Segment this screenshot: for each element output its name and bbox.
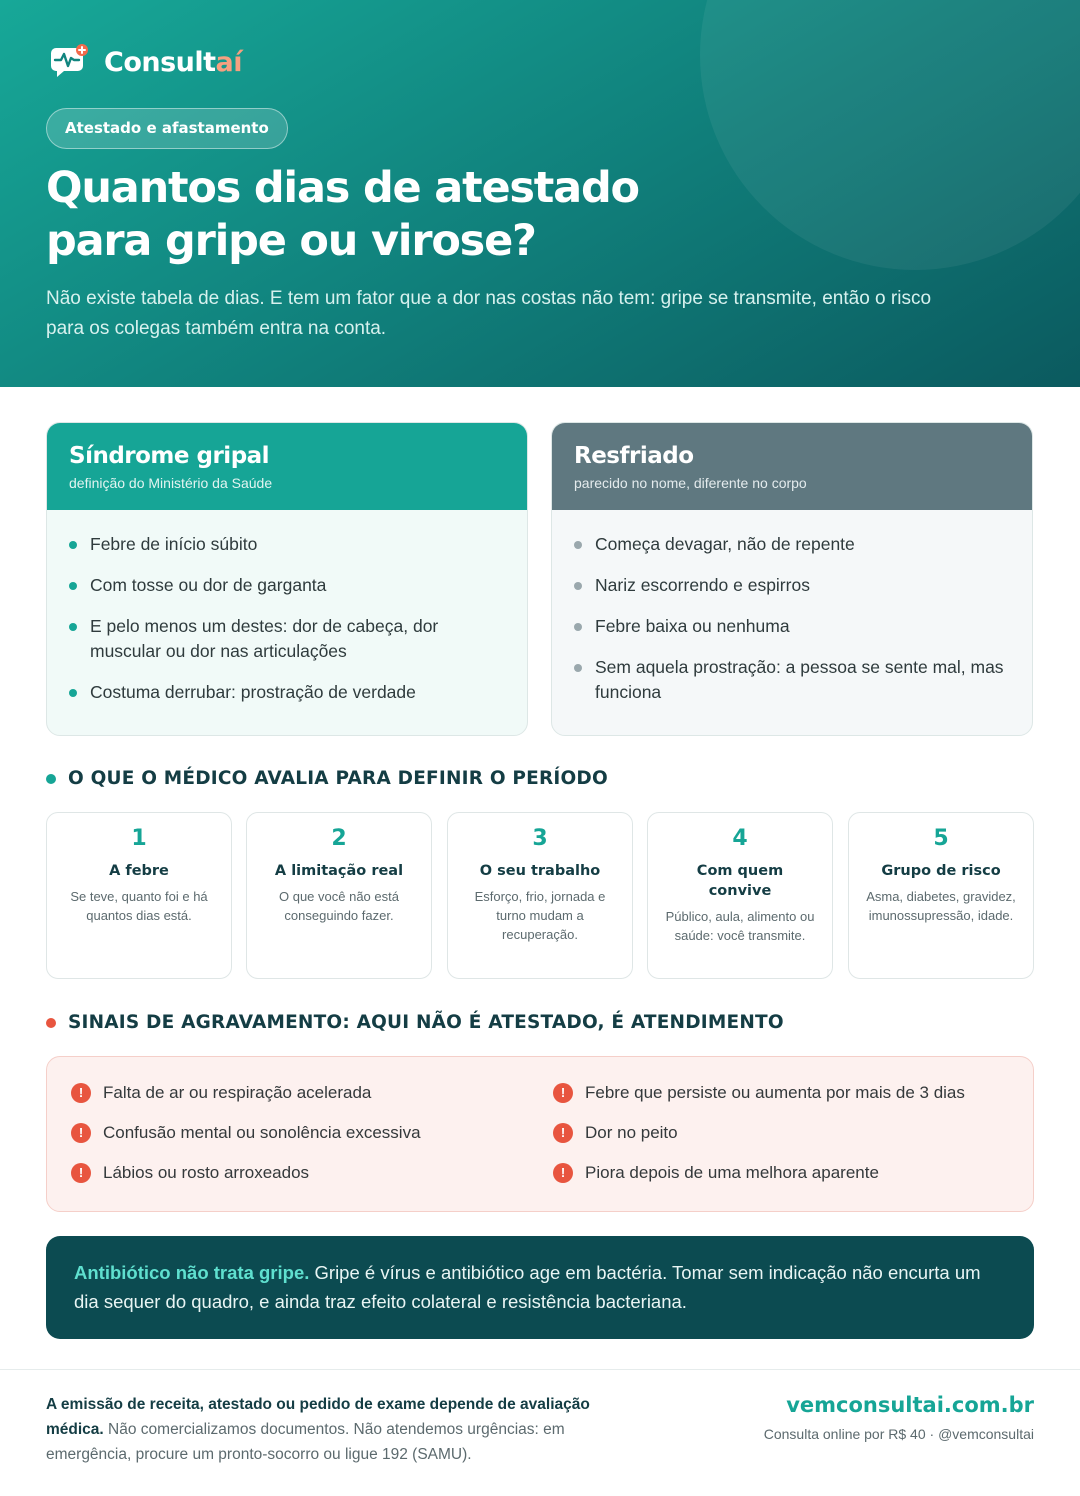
factor-number: 3 — [532, 826, 548, 851]
list-item-text: Com tosse ou dor de garganta — [90, 575, 327, 595]
exclamation-circle-icon: ! — [71, 1163, 91, 1183]
warning-signs-box — [46, 1056, 1034, 1212]
list-item — [574, 655, 1010, 705]
brand — [50, 44, 242, 80]
page-title — [46, 162, 766, 268]
card-header — [552, 423, 1032, 510]
warning-text: Confusão mental ou sonolência excessiva — [103, 1123, 421, 1142]
dot-icon — [69, 541, 77, 549]
dot-icon — [574, 582, 582, 590]
exclamation-circle-icon: ! — [71, 1083, 91, 1103]
list-item — [69, 532, 505, 557]
factor-number: 5 — [933, 826, 949, 851]
factor-card — [447, 812, 633, 979]
list-item-text: Começa devagar, não de repente — [595, 534, 855, 554]
section-heading-text: SINAIS DE AGRAVAMENTO: AQUI NÃO É ATESTADO, É ATENDIMENTO — [68, 1012, 784, 1033]
card-title: Síndrome gripal — [69, 443, 270, 469]
list-item — [574, 532, 1010, 557]
factor-card — [46, 812, 232, 979]
card-subtitle: parecido no nome, diferente no corpo — [574, 475, 807, 491]
list-item-text: Febre de início súbito — [90, 534, 258, 554]
list-item — [69, 573, 505, 598]
warning-text: Falta de ar ou respiração acelerada — [103, 1083, 372, 1102]
topic-tag: Atestado e afastamento — [46, 108, 288, 149]
warning-text: Piora depois de uma melhora aparente — [585, 1163, 879, 1182]
dot-icon — [69, 689, 77, 697]
symptom-list — [47, 510, 527, 705]
exclamation-circle-icon: ! — [553, 1083, 573, 1103]
factors-heading — [46, 768, 608, 789]
symptom-list — [552, 510, 1032, 705]
chat-heartbeat-plus-icon — [50, 44, 90, 80]
footer-meta: Consulta online por R$ 40 · @vemconsultai — [763, 1426, 1034, 1442]
hero-header — [0, 0, 1080, 387]
flu-syndrome-card — [46, 422, 528, 736]
list-item — [574, 614, 1010, 639]
disclaimer-text: Não comercializamos documentos. Não atendemos urgências: em emergência, procure um pronto-socorro ou ligue 192 (SAMU). — [46, 1421, 565, 1463]
card-title: Resfriado — [574, 443, 694, 469]
factor-number: 4 — [732, 826, 748, 851]
footer-divider — [0, 1369, 1080, 1370]
warning-text: Febre que persiste ou aumenta por mais de 3 dias — [585, 1083, 965, 1102]
warning-text: Dor no peito — [585, 1123, 678, 1142]
section-heading-text: O QUE O MÉDICO AVALIA PARA DEFINIR O PERÍODO — [68, 768, 608, 789]
card-subtitle: definição do Ministério da Saúde — [69, 475, 273, 491]
page-subtitle: Não existe tabela de dias. E tem um fator que a dor nas costas não tem: gripe se transmite, então o risco para os colegas também entra na conta. — [46, 288, 932, 339]
warning-item — [71, 1083, 371, 1103]
common-cold-card — [551, 422, 1033, 736]
factor-card — [848, 812, 1034, 979]
factor-title: O seu trabalho — [479, 863, 601, 879]
warning-item — [553, 1123, 678, 1143]
card-header — [47, 423, 527, 510]
list-item-text: Nariz escorrendo e espirros — [595, 575, 810, 595]
banner-highlight: Antibiótico não trata gripe. — [74, 1262, 310, 1283]
list-item-text: Febre baixa ou nenhuma — [595, 616, 790, 636]
banner-text: Gripe é vírus e antibiótico age em bactéria. Tomar sem indicação não encurta um dia sequer do quadro, e ainda traz efeito colateral e resistência bacteriana. — [74, 1262, 981, 1312]
factor-title: A febre — [109, 863, 169, 879]
warning-item — [71, 1123, 421, 1143]
factor-description: O que você não está conseguindo fazer. — [279, 889, 399, 923]
list-item — [69, 680, 505, 705]
antibiotic-banner — [46, 1236, 1034, 1339]
exclamation-circle-icon: ! — [71, 1123, 91, 1143]
warnings-heading — [46, 1012, 784, 1033]
dot-icon — [46, 774, 56, 784]
warning-text: Lábios ou rosto arroxeados — [103, 1163, 310, 1182]
brand-name — [104, 47, 242, 78]
factor-description: Se teve, quanto foi e há quantos dias está. — [70, 889, 208, 923]
list-item — [574, 573, 1010, 598]
factor-card — [246, 812, 432, 979]
warning-item — [553, 1083, 965, 1103]
disclaimer-strong: A emissão de receita, atestado ou pedido de exame depende de avaliação médica. — [46, 1396, 590, 1438]
brand-name-main: Consult — [104, 46, 216, 78]
exclamation-circle-icon: ! — [553, 1163, 573, 1183]
website-link[interactable]: vemconsultai.com.br — [786, 1393, 1034, 1417]
page-title-line-2: para gripe ou virose? — [46, 216, 536, 266]
exclamation-circle-icon: ! — [553, 1123, 573, 1143]
list-item-text: E pelo menos um destes: dor de cabeça, dor muscular ou dor nas articulações — [90, 616, 439, 661]
list-item-text: Costuma derrubar: prostração de verdade — [90, 682, 416, 702]
factor-description: Público, aula, alimento ou saúde: você transmite. — [665, 909, 815, 943]
factor-description: Asma, diabetes, gravidez, imunossupressão, idade. — [866, 889, 1016, 923]
dot-icon — [69, 623, 77, 631]
brand-name-accent: aí — [215, 46, 243, 78]
dot-icon — [46, 1018, 56, 1028]
warning-item — [553, 1163, 879, 1183]
warning-item — [71, 1163, 309, 1183]
list-item — [69, 614, 505, 664]
dot-icon — [69, 582, 77, 590]
factor-title: Com quem convive — [696, 863, 784, 899]
factor-card — [647, 812, 833, 979]
factors-grid — [46, 812, 1034, 979]
factor-title: A limitação real — [274, 863, 404, 879]
dot-icon — [574, 623, 582, 631]
factor-number: 1 — [131, 826, 147, 851]
list-item-text: Sem aquela prostração: a pessoa se sente mal, mas funciona — [595, 657, 1004, 702]
page-title-line-1: Quantos dias de atestado — [46, 163, 639, 213]
factor-title: Grupo de risco — [881, 863, 1001, 879]
footer-disclaimer — [46, 1392, 636, 1467]
dot-icon — [574, 664, 582, 672]
factor-number: 2 — [331, 826, 347, 851]
dot-icon — [574, 541, 582, 549]
factor-description: Esforço, frio, jornada e turno mudam a recuperação. — [474, 889, 606, 942]
